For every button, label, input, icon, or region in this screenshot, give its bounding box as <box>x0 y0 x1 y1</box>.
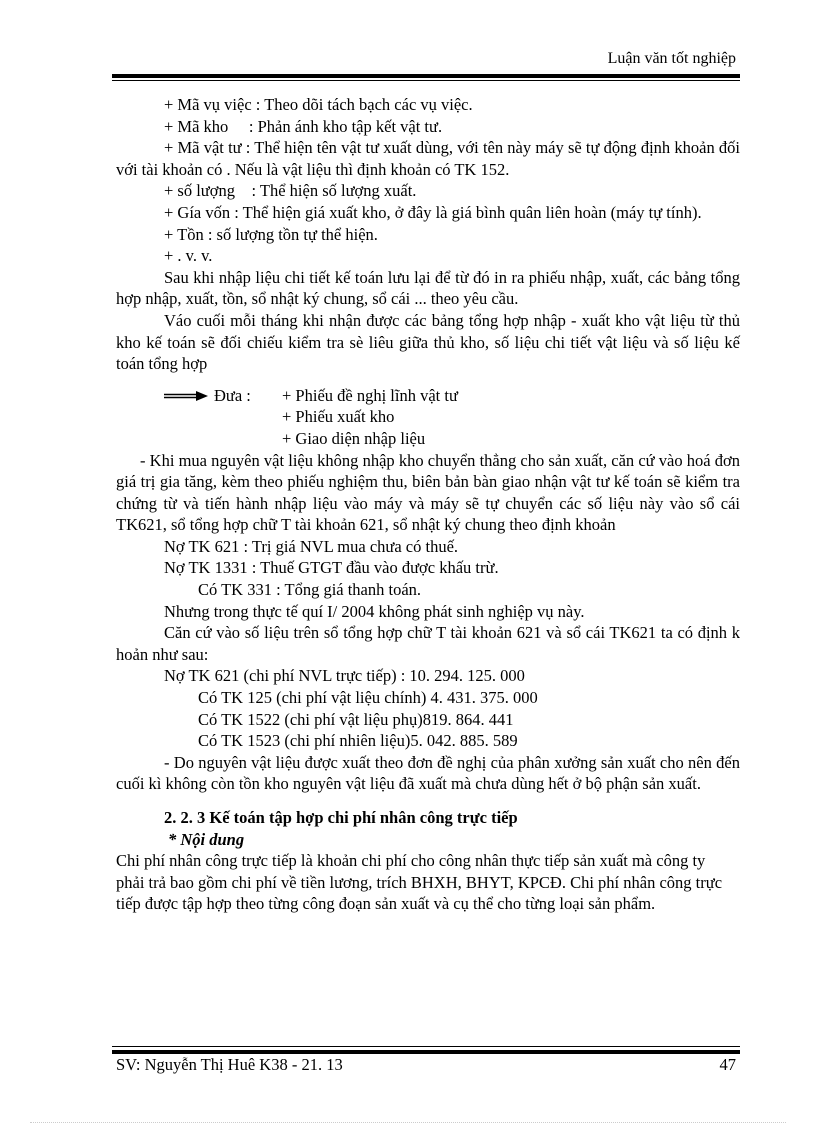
footer-rule-thin <box>112 1046 740 1047</box>
accounting-entry: Có TK 1522 (chi phí vật liệu phụ)819. 864. 441 <box>198 709 514 729</box>
footer-author: SV: Nguyễn Thị Huê K38 - 21. 13 <box>116 1055 343 1074</box>
paragraph: Căn cứ vào số liệu trên sổ tổng hợp chữ T tài khoản 621 và sổ cái TK621 ta có định k hoản như sau: <box>116 623 740 664</box>
text-line: + số lượng : Thể hiện số lượng xuất. <box>164 181 417 201</box>
text-line: + Tồn : số lượng tồn tự thể hiện. <box>164 224 378 244</box>
accounting-entry: Có TK 125 (chi phí vật liệu chính) 4. 431. 375. 000 <box>198 688 538 708</box>
right-arrow-icon <box>164 391 208 401</box>
footer-rule-thick <box>112 1050 740 1054</box>
header-rule-thin <box>112 80 740 81</box>
dua-label: Đưa : <box>214 385 251 405</box>
page-number: 47 <box>719 1055 736 1074</box>
page-header-title: Luận văn tốt nghiệp <box>607 50 736 67</box>
dua-line <box>116 385 740 407</box>
accounting-entry: Có TK 1523 (chi phí nhiên liệu)5. 042. 885. 589 <box>198 731 518 751</box>
accounting-entry: Nợ TK 621 : Trị giá NVL mua chưa có thuế. <box>164 536 459 556</box>
text-line: + Gía vốn : Thể hiện giá xuất kho, ở đây là giá bình quân liên hoàn (máy tự tính). <box>164 202 702 222</box>
section-subtitle: * Nội dung <box>168 829 245 849</box>
section-title: 2. 2. 3 Kế toán tập hợp chi phí nhân công trực tiếp <box>164 808 518 827</box>
paragraph: - Khi mua nguyên vật liệu không nhập kho chuyển thẳng cho sản xuất, căn cứ vào hoá đơn giá trị gia tăng, kèm theo phiếu nghiệm thu, biên bản bàn giao nhận vật tư kế toán sẽ kiểm tra chứng từ và tiến hành nhập liệu vào máy và máy sẽ tự chuyển các số liệu này vào sổ cái TK621, sổ tổng hợp chữ T tài khoản 621, sổ nhật ký chung theo định khoản <box>116 450 740 535</box>
header-rule-thick <box>112 74 740 78</box>
paragraph: Nhưng trong thực tế quí I/ 2004 không phát sinh nghiệp vụ này. <box>164 601 585 621</box>
text-line: + . v. v. <box>164 246 213 266</box>
dua-item: + Phiếu đề nghị lĩnh vật tư <box>282 385 458 405</box>
accounting-entry: Có TK 331 : Tổng giá thanh toán. <box>198 580 422 600</box>
dua-item: + Giao diện nhập liệu <box>282 428 426 448</box>
document-body <box>116 94 740 915</box>
text-line: + Mã vật tư : Thể hiện tên vật tư xuất dùng, với tên này máy sẽ tự động định khoản đối với tài khoản có . Nếu là vật liệu thì định khoản có TK 152. <box>116 138 740 179</box>
paragraph: - Do nguyên vật liệu được xuất theo đơn đề nghị của phân xưởng sản xuất cho nên đến cuối kì không còn tồn kho nguyên vật liệu đã xuất mà chưa dùng hết ở bộ phận sản xuất. <box>116 752 740 794</box>
dua-item: + Phiếu xuất kho <box>282 407 395 427</box>
paragraph: Váo cuối mỗi tháng khi nhận được các bảng tổng hợp nhập - xuất kho vật liệu từ thủ kho kế toán sẽ đối chiếu kiểm tra sè liêu giữa thủ kho, số liệu chi tiết vật liệu và số liệu kế toán tổng hợp <box>116 310 740 374</box>
paragraph: Chi phí nhân công trực tiếp là khoản chi phí cho công nhân thực tiếp sản xuất mà công ty phải trả bao gồm chi phí về tiền lương, trích BHXH, BHYT, KPCĐ. Chi phí nhân công trực tiếp được tập hợp theo từng công đoạn sản xuất và cụ thể cho từng loại sản phẩm. <box>116 851 723 914</box>
accounting-entry: Nợ TK 621 (chi phí NVL trực tiếp) : 10. 294. 125. 000 <box>164 666 525 686</box>
text-line: + Mã kho : Phản ánh kho tập kết vật tư. <box>164 116 443 136</box>
paragraph: Sau khi nhập liệu chi tiết kế toán lưu lại để từ đó in ra phiếu nhập, xuất, các bảng tổng hợp nhập, xuất, tồn, sổ nhật ký chung, sổ cái ... theo yêu cầu. <box>116 267 740 309</box>
text-line: + Mã vụ việc : Theo dõi tách bạch các vụ việc. <box>164 95 473 114</box>
accounting-entry: Nợ TK 1331 : Thuế GTGT đầu vào được khấu trừ. <box>164 558 499 578</box>
